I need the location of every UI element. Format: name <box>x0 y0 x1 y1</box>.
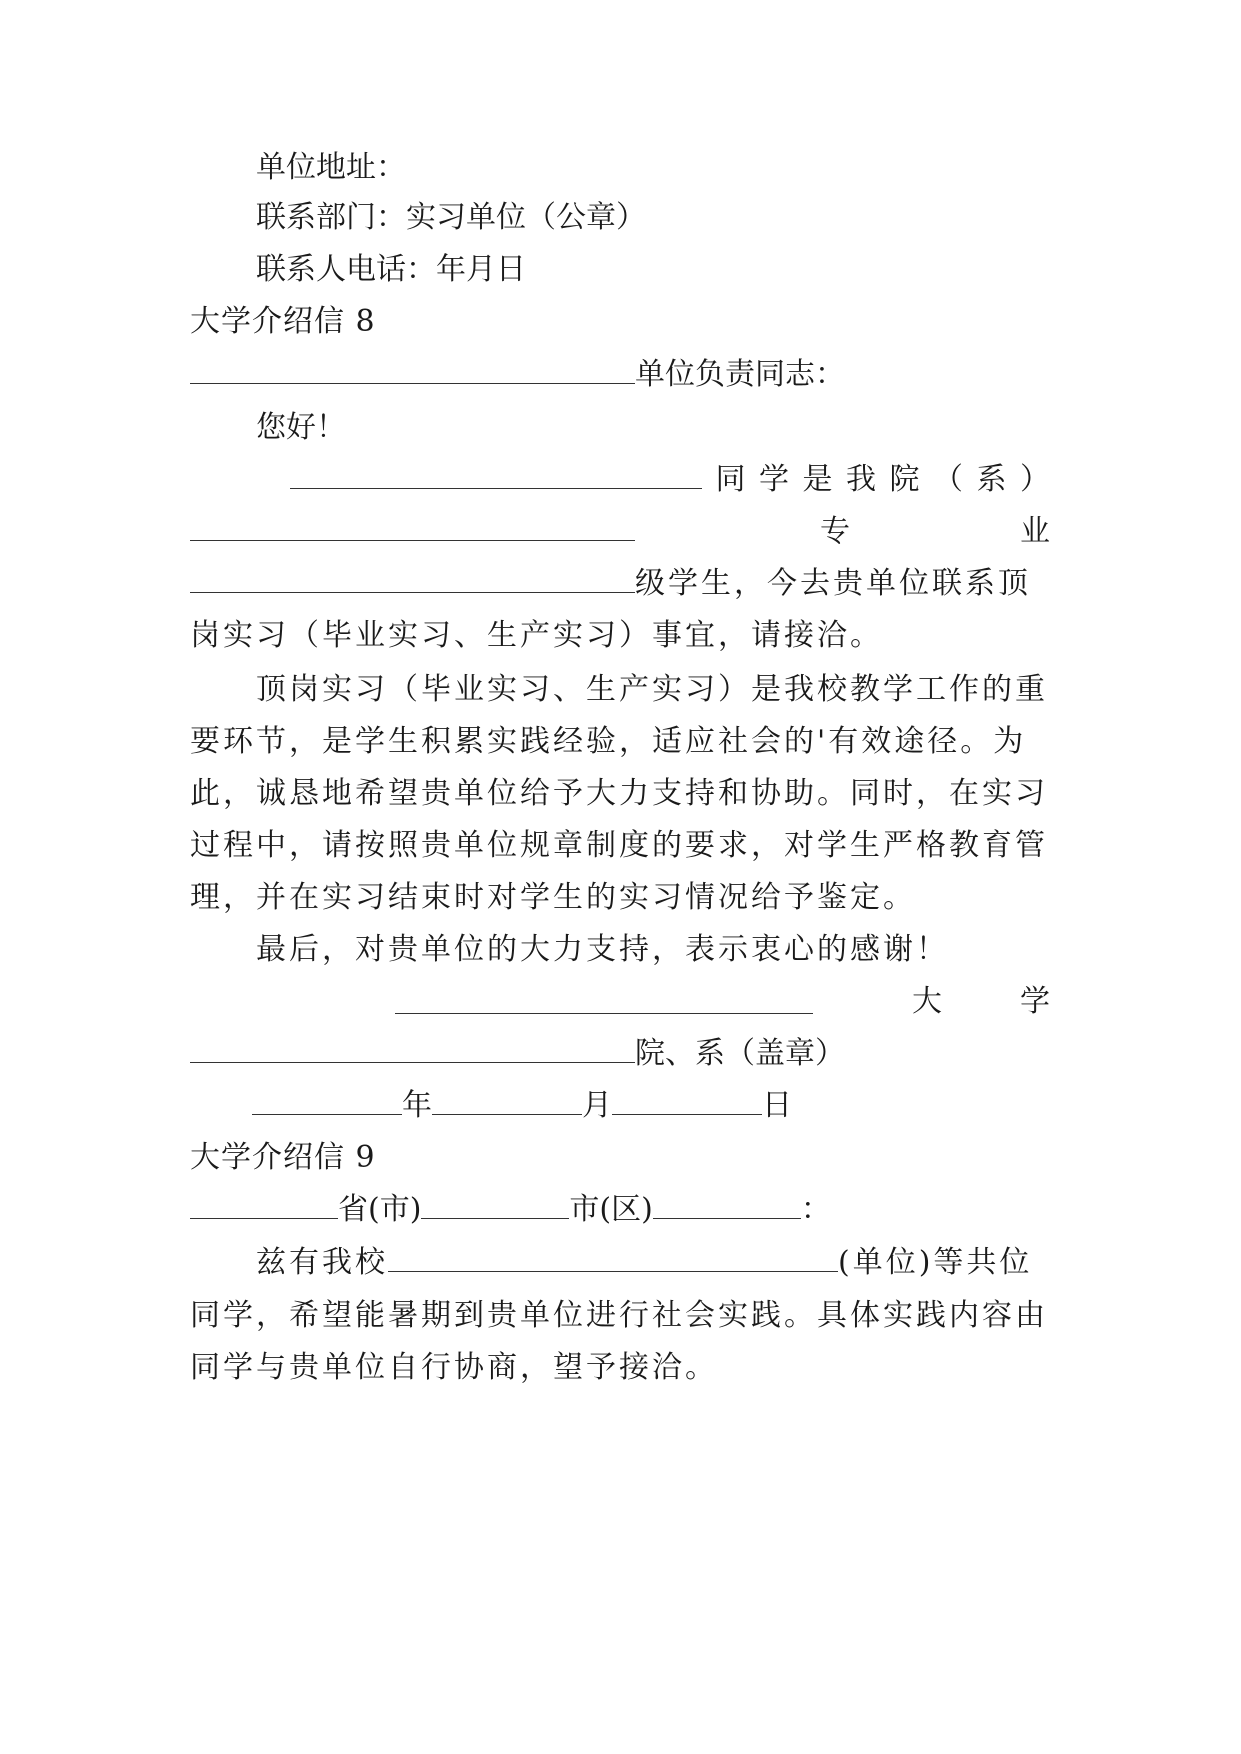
contact-phone: 联系人电话：年月日 <box>256 252 526 287</box>
letter-8-title: 大学介绍信 8 <box>190 304 376 339</box>
contact-department: 联系部门：实习单位（公章） <box>256 200 646 235</box>
body-line: 过程中，请按照贵单位规章制度的要求，对学生严格教育管 <box>190 828 1048 863</box>
body-start-text: 兹有我校 <box>256 1245 388 1280</box>
intro-char: 同 <box>715 462 746 497</box>
intro-char: 院 <box>889 462 920 497</box>
greeting: 您好！ <box>256 410 346 445</box>
blank-year <box>252 1088 402 1115</box>
univ-char-2: 学 <box>1020 984 1050 1019</box>
grade-line <box>190 564 1050 604</box>
year-label: 年 <box>402 1088 432 1123</box>
blank-college <box>190 1036 635 1063</box>
intro-char: 我 <box>846 462 876 497</box>
blank-student-name <box>290 462 702 489</box>
letter-9-body-start <box>256 1243 1050 1283</box>
unit-address: 单位地址： <box>256 150 406 185</box>
date-line <box>252 1086 1112 1126</box>
city-label: 市(区) <box>569 1192 653 1227</box>
intro-line <box>290 460 1050 500</box>
blank-major <box>190 566 635 593</box>
intro-char: 学 <box>759 462 789 497</box>
major-char-2: 业 <box>1020 514 1050 549</box>
address-colon: ： <box>800 1192 831 1227</box>
blank-district <box>653 1192 801 1219</box>
major-line <box>190 512 1050 552</box>
intro-char: ） <box>1020 462 1050 497</box>
salutation-line <box>190 355 1050 395</box>
blank-school-unit <box>388 1245 838 1272</box>
letter-9-title: 大学介绍信 9 <box>190 1140 376 1175</box>
address-line <box>190 1190 1050 1230</box>
blank-university <box>395 987 813 1014</box>
body-line: 要环节，是学生积累实践经验，适应社会的'有效途径。为 <box>190 724 1027 759</box>
body-line: 顶岗实习（毕业实习、生产实习）是我校教学工作的重 <box>256 672 1048 707</box>
univ-char-1: 大 <box>912 984 942 1019</box>
major-char-1: 专 <box>820 514 850 549</box>
intro-char: （ <box>933 462 963 497</box>
seal-text: 院、系（盖章） <box>635 1036 845 1071</box>
blank-city <box>421 1192 569 1219</box>
thanks-line: 最后，对贵单位的大力支持，表示衷心的感谢！ <box>256 932 949 967</box>
blank-day <box>612 1088 762 1115</box>
university-line <box>190 982 1050 1022</box>
intro-char: 系 <box>976 462 1007 497</box>
purpose-line: 岗实习（毕业实习、生产实习）事宜，请接洽。 <box>190 618 883 653</box>
letter-9-body-line: 同学，希望能暑期到贵单位进行社会实践。具体实践内容由 <box>190 1298 1048 1333</box>
seal-line <box>190 1034 1050 1074</box>
salutation-text: 单位负责同志： <box>635 357 845 392</box>
grade-text: 级学生，今去贵单位联系顶 <box>635 566 1031 601</box>
body-line: 理，并在实习结束时对学生的实习情况给予鉴定。 <box>190 880 916 915</box>
blank-month <box>432 1088 582 1115</box>
blank-unit-name <box>190 357 635 384</box>
province-label: 省(市) <box>338 1192 422 1227</box>
body-line: 此，诚恳地希望贵单位给予大力支持和协助。同时，在实习 <box>190 776 1048 811</box>
blank-province <box>190 1192 338 1219</box>
letter-9-body-line: 同学与贵单位自行协商，望予接洽。 <box>190 1350 718 1385</box>
body-unit-text: (单位)等共位 <box>838 1245 1033 1280</box>
intro-char: 是 <box>802 462 833 497</box>
day-label: 日 <box>762 1088 792 1123</box>
blank-department <box>190 514 635 541</box>
month-label: 月 <box>582 1088 612 1123</box>
